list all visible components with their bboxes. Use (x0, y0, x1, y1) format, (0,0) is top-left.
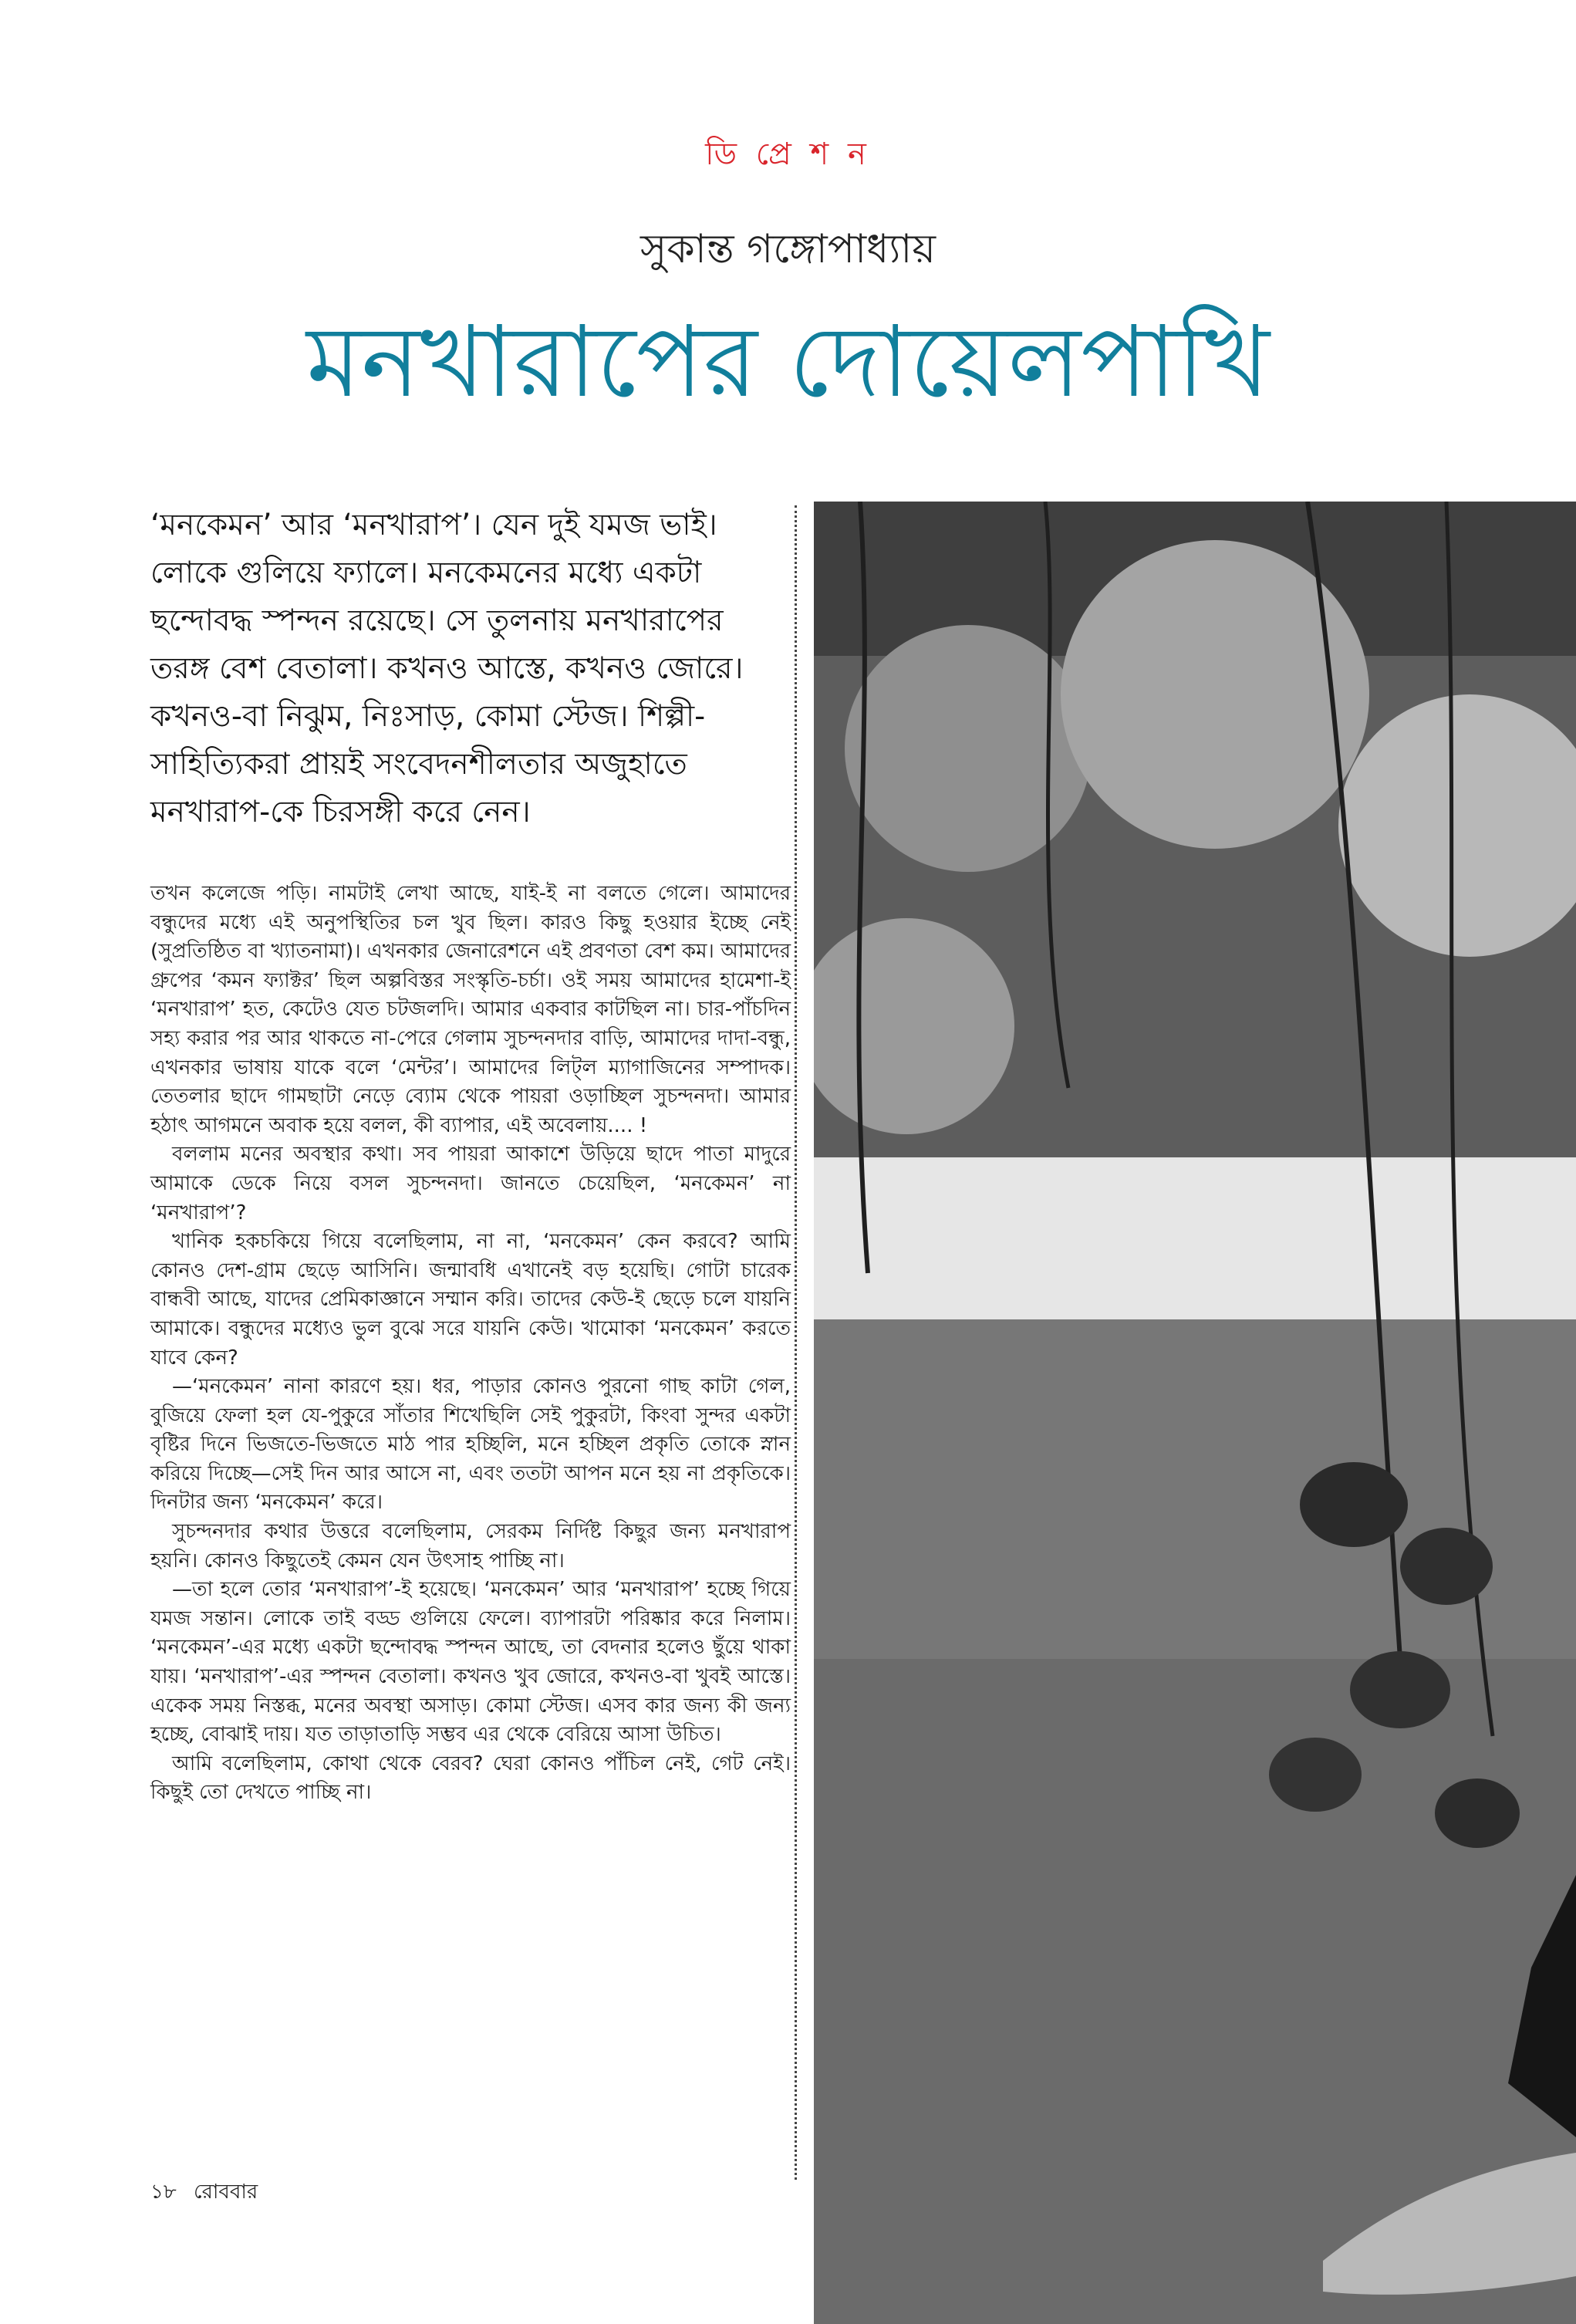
author-name: সুকান্ত গঙ্গোপাধ্যায় (640, 226, 936, 272)
body-paragraph: সুচন্দনদার কথার উত্তরে বলেছিলাম, সেরকম নির্দিষ্ট কিছুর জন্য মনখারাপ হয়নি। কোনও কিছুতেই কেমন যেন উৎসাহ পাচ্ছি না। (150, 1520, 791, 1572)
intro-paragraph: ‘মনকেমন’ আর ‘মনখারাপ’। যেন দুই যমজ ভাই। লোকে গুলিয়ে ফ্যালে। মনকেমনের মধ্যে একটা ছন্দোবদ্ধ স্পন্দন রয়েছে। সে তুলনায় মনখারাপের তরঙ্গ বেশ বেতালা। কখনও আস্তে, কখনও জোরে। কখনও-বা নিঝুম, নিঃসাড়, কোমা স্টেজ। শিল্পী-সাহিত্যিকরা প্রায়ই সংবেদনশীলতার অজুহাতে মনখারাপ-কে চিরসঙ্গী করে নেন। (150, 508, 744, 829)
body-paragraph: তখন কলেজে পড়ি। নামটাই লেখা আছে, যাই-ই না বলতে গেলে। আমাদের বন্ধুদের মধ্যে এই অনুপস্থিতির চল খুব ছিল। কারও কিছু হওয়ার ইচ্ছে নেই (সুপ্রতিষ্ঠিত বা খ্যাতনামা)। এখনকার জেনারেশনে এই প্রবণতা বেশ কম। আমাদের গ্রুপের ‘কমন ফ্যাক্টর’ ছিল অল্পবিস্তর সংস্কৃতি-চর্চা। ওই সময় আমাদের হামেশা-ই ‘মনখারাপ’ হত, কেটেও যেত চটজলদি। আমার একবার কাটছিল না। চার-পাঁচদিন সহ্য করার পর আর থাকতে না-পেরে গেলাম সুচন্দনদার বাড়ি, আমাদের দাদা-বন্ধু, এখনকার ভাষায় যাকে বলে ‘মেন্টর’। আমাদের লিট্‌ল ম্যাগাজিনের সম্পাদক। তেতলার ছাদে গামছাটা নেড়ে ব্যোম থেকে পায়রা ওড়াচ্ছিল সুচন্দনদা। আমার হঠাৎ আগমনে অবাক হয়ে বলল, কী ব্যাপার, এই অবেলায়.... ! (150, 882, 791, 1137)
body-paragraph: খানিক হকচকিয়ে গিয়ে বলেছিলাম, না না, ‘মনকেমন’ কেন করবে? আমি কোনও দেশ-গ্রাম ছেড়ে আসিনি। জন্মাবধি এখানেই বড় হয়েছি। গোটা চারেক বান্ধবী আছে, যাদের প্রেমিকাজ্ঞানে সম্মান করি। তাদের কেউ-ই ছেড়ে চলে যায়নি আমাকে। বন্ধুদের মধ্যেও ভুল বুঝে সরে যায়নি কেউ। খামোকা ‘মনকেমন’ করতে যাবে কেন? (150, 1230, 791, 1370)
body-paragraph: আমি বলেছিলাম, কোথা থেকে বেরব? ঘেরা কোনও পাঁচিল নেই, গেট নেই। কিছুই তো দেখতে পাচ্ছি না। (150, 1751, 791, 1805)
body-paragraph: —তা হলে তোর ‘মনখারাপ’-ই হয়েছে। ‘মনকেমন’ আর ‘মনখারাপ’ হচ্ছে গিয়ে যমজ সন্তান। লোকে তাই বড্ড গুলিয়ে ফেলে। ব্যাপারটা পরিষ্কার করে নিলাম। ‘মনকেমন’-এর মধ্যে একটা ছন্দোবদ্ধ স্পন্দন আছে, তা বেদনার হলেও ছুঁয়ে থাকা যায়। ‘মনখারাপ’-এর স্পন্দন বেতালা। কখনও খুব জোরে, কখনও-বা খুবই আস্তে। একেক সময় নিস্তব্ধ, মনের অবস্থা অসাড়। কোমা স্টেজ। এসব কার জন্য কী জন্য হচ্ছে, বোঝাই দায়। যত তাড়াতাড়ি সম্ভব এর থেকে বেরিয়ে আসা উচিত। (150, 1578, 791, 1747)
photo-illustration (814, 502, 1576, 2324)
section-label: ডি প্রে শ ন (705, 137, 871, 172)
body-paragraph: বললাম মনের অবস্থার কথা। সব পায়রা আকাশে উড়িয়ে ছাদে পাতা মাদুরে আমাকে ডেকে নিয়ে বসল সুচন্দনদা। জানতে চেয়েছিল, ‘মনকেমন’ না ‘মনখারাপ’? (150, 1143, 791, 1224)
article-title: মনখারাপের দোয়েলপাখি (306, 305, 1270, 420)
page-footer (150, 2176, 268, 2210)
page-number: ১৮ (150, 2180, 177, 2204)
magazine-name: রোববার (194, 2180, 258, 2204)
body-paragraph: —‘মনকেমন’ নানা কারণে হয়। ধর, পাড়ার কোনও পুরনো গাছ কাটা গেল, বুজিয়ে ফেলা হল যে-পুকুরে সাঁতার শিখেছিলি সেই পুকুরটা, কিংবা সুন্দর একটা বৃষ্টির দিনে ভিজতে-ভিজতে মাঠ পার হচ্ছিলি, মনে হচ্ছিল প্রকৃতি তোকে স্নান করিয়ে দিচ্ছে—সেই দিন আর আসে না, এবং ততটা আপন মনে হয় না প্রকৃতিকে। দিনটার জন্য ‘মনকেমন’ করে। (150, 1375, 791, 1515)
article-body (150, 880, 791, 1808)
column-divider (795, 505, 797, 2180)
article-photo (814, 502, 1576, 2324)
